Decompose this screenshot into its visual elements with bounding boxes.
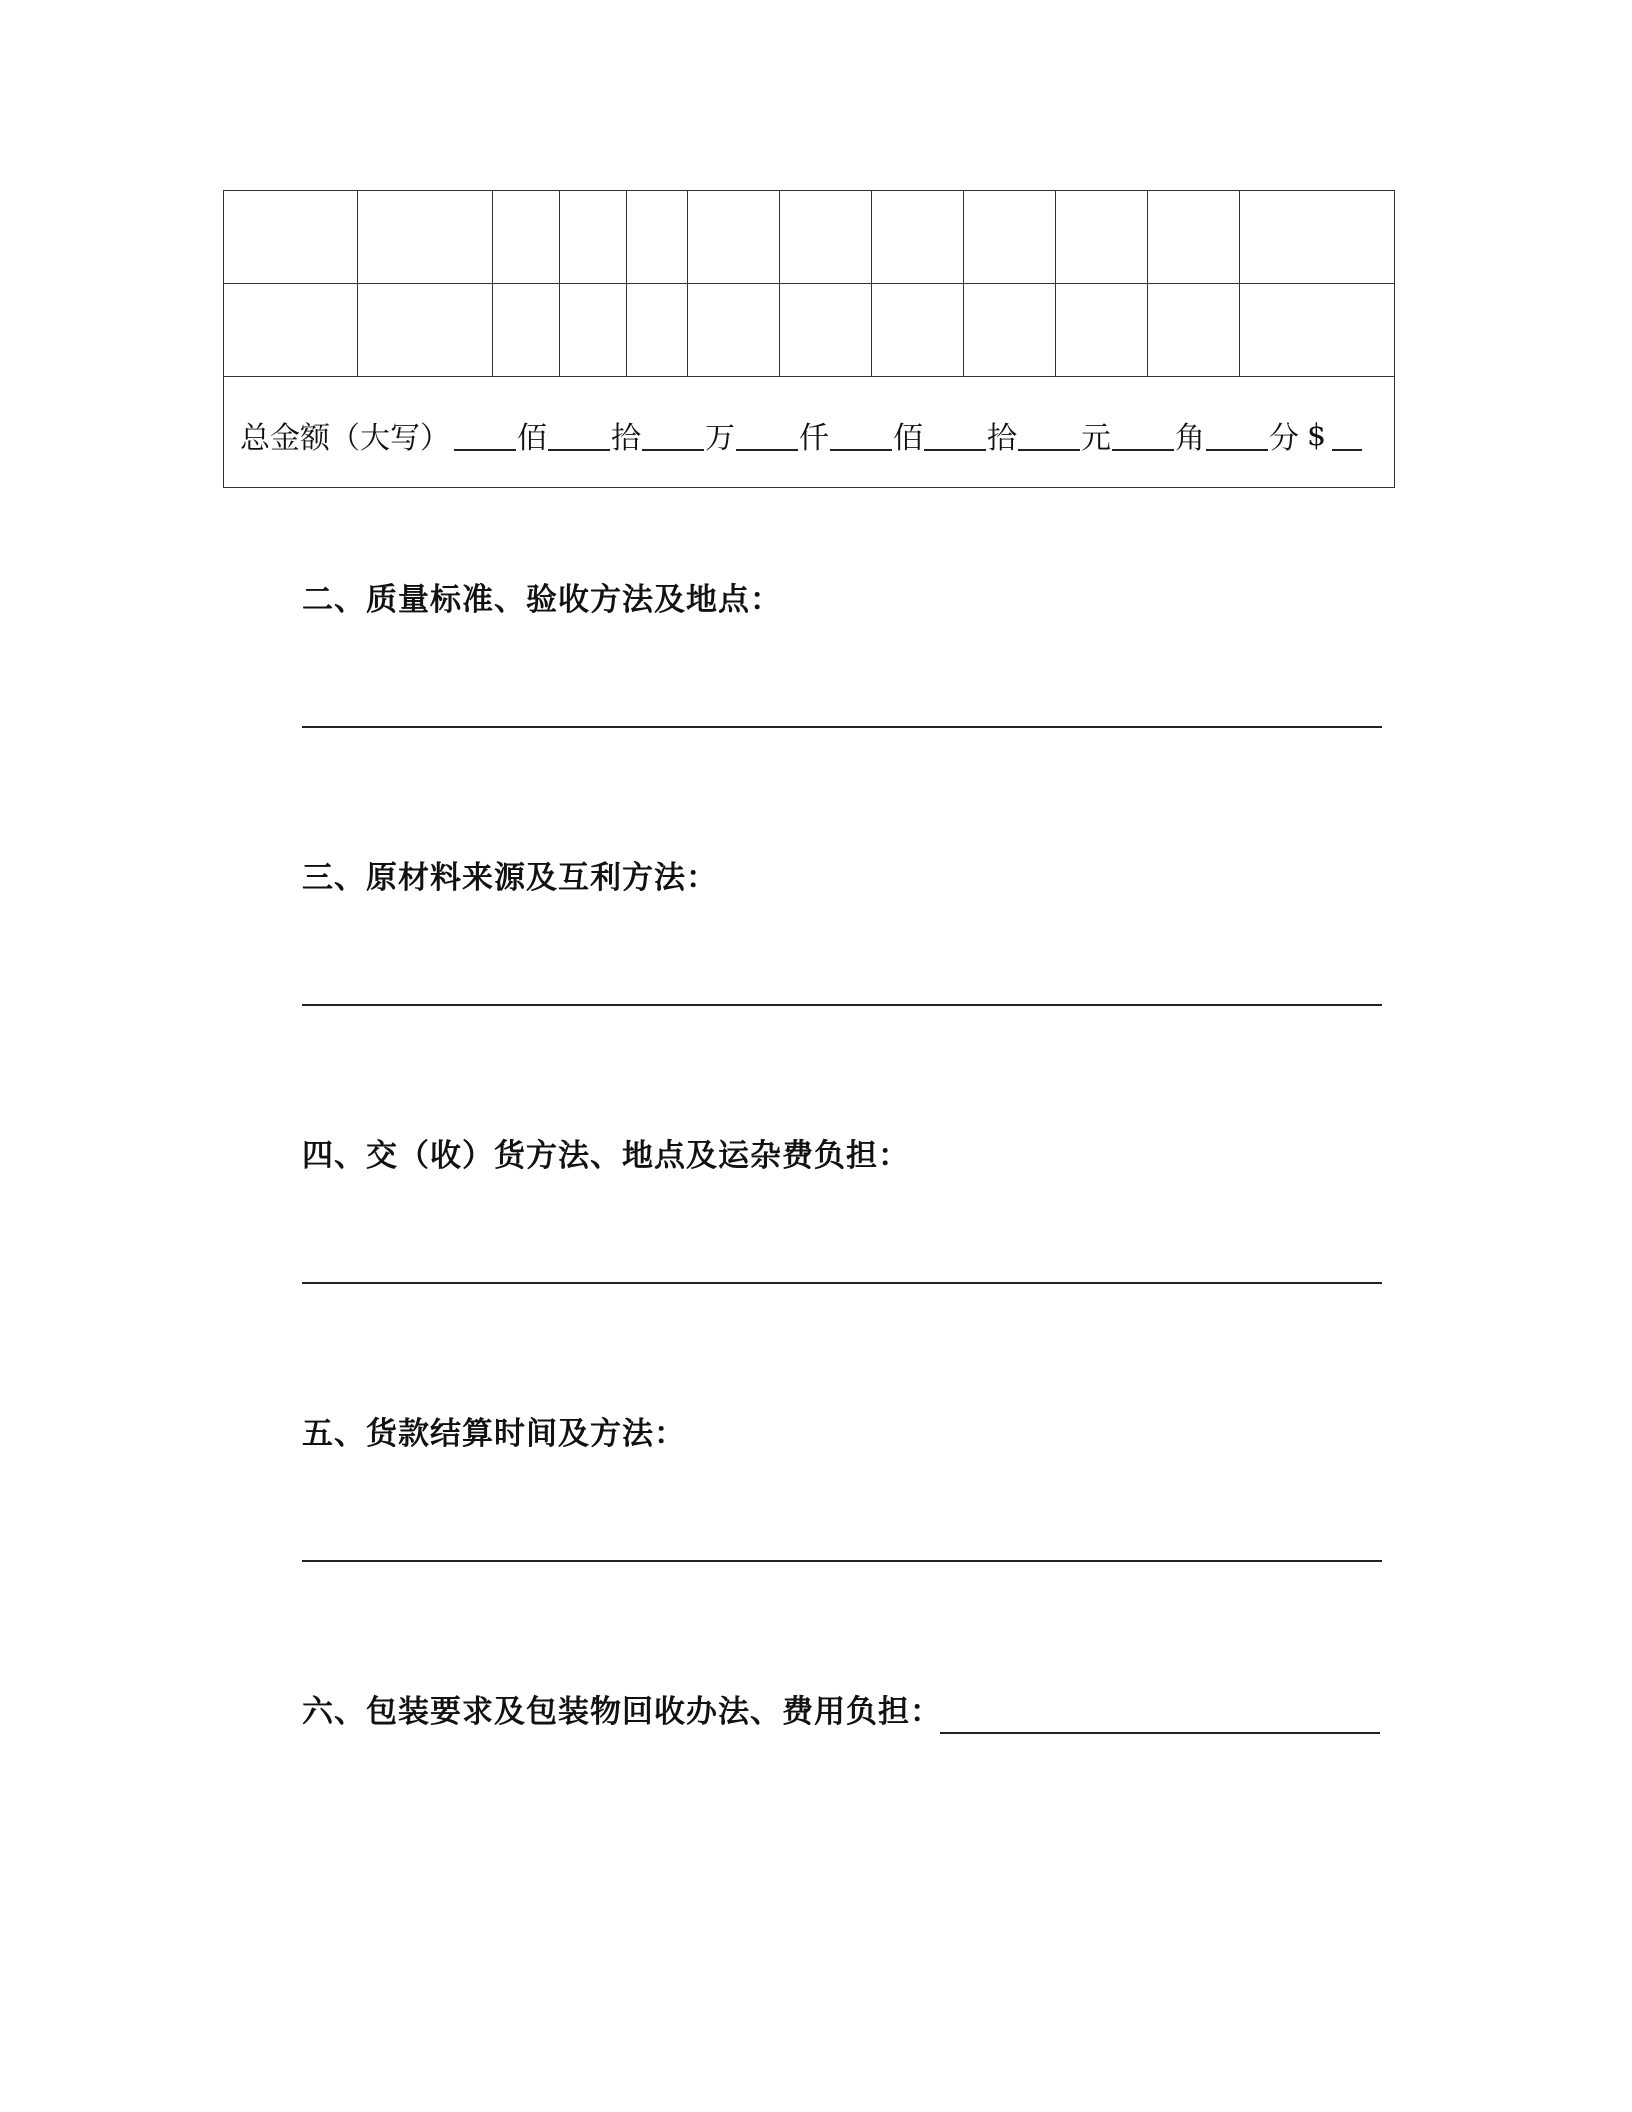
table-cell[interactable] [964,191,1056,284]
amount-blank[interactable] [736,419,798,451]
amount-blank[interactable] [830,419,892,451]
table-cell[interactable] [493,191,560,284]
table-cell[interactable] [560,191,627,284]
table-cell[interactable] [493,284,560,377]
table-cell[interactable] [688,191,780,284]
table-cell[interactable] [1148,191,1240,284]
unit-label: 分 [1269,421,1299,456]
table-cell[interactable] [224,284,358,377]
table-cell[interactable] [1056,191,1148,284]
fill-line-delivery[interactable] [302,1282,1382,1284]
table-cell[interactable] [1240,284,1395,377]
unit-label: 万 [705,421,735,456]
table-cell[interactable] [688,284,780,377]
total-amount-line [224,407,1394,457]
fill-line-materials[interactable] [302,1004,1382,1006]
section-title-quality: 二、质量标准、验收方法及地点： [302,582,782,618]
table-cell[interactable] [1056,284,1148,377]
amount-blank[interactable] [548,419,610,451]
table-cell[interactable] [627,191,688,284]
table-row [224,284,1395,377]
unit-label: 拾 [987,421,1017,456]
section-title-delivery: 四、交（收）货方法、地点及运杂费负担： [302,1138,910,1174]
amount-blank[interactable] [924,419,986,451]
fill-line-packaging[interactable] [940,1732,1380,1734]
total-amount-row [224,377,1395,488]
table-cell[interactable] [1240,191,1395,284]
total-amount-cell [224,377,1395,488]
table-cell[interactable] [872,284,964,377]
table-cell[interactable] [964,284,1056,377]
table-cell[interactable] [1148,284,1240,377]
unit-label: 佰 [517,421,547,456]
unit-label: 佰 [893,421,923,456]
amount-blank-usd[interactable] [1332,419,1362,451]
unit-label: 仟 [799,421,829,456]
table-cell[interactable] [224,191,358,284]
table-cell[interactable] [872,191,964,284]
table-cell[interactable] [358,284,493,377]
table-cell[interactable] [560,284,627,377]
currency-symbol: $ [1307,417,1327,453]
unit-label: 元 [1081,421,1111,456]
goods-table [223,190,1395,488]
section-title-packaging: 六、包装要求及包装物回收办法、费用负担： [302,1694,942,1730]
unit-label: 拾 [611,421,641,456]
unit-label: 角 [1175,421,1205,456]
table-cell[interactable] [627,284,688,377]
amount-blank[interactable] [454,419,516,451]
section-title-materials: 三、原材料来源及互利方法： [302,860,718,896]
amount-blank[interactable] [1112,419,1174,451]
amount-blank[interactable] [642,419,704,451]
total-amount-label: 总金额（大写） [240,421,450,456]
section-title-payment: 五、货款结算时间及方法： [302,1416,686,1452]
amount-blank[interactable] [1206,419,1268,451]
table-row [224,191,1395,284]
fill-line-quality[interactable] [302,726,1382,728]
table-cell[interactable] [780,191,872,284]
amount-blank[interactable] [1018,419,1080,451]
table-cell[interactable] [780,284,872,377]
fill-line-payment[interactable] [302,1560,1382,1562]
table-cell[interactable] [358,191,493,284]
